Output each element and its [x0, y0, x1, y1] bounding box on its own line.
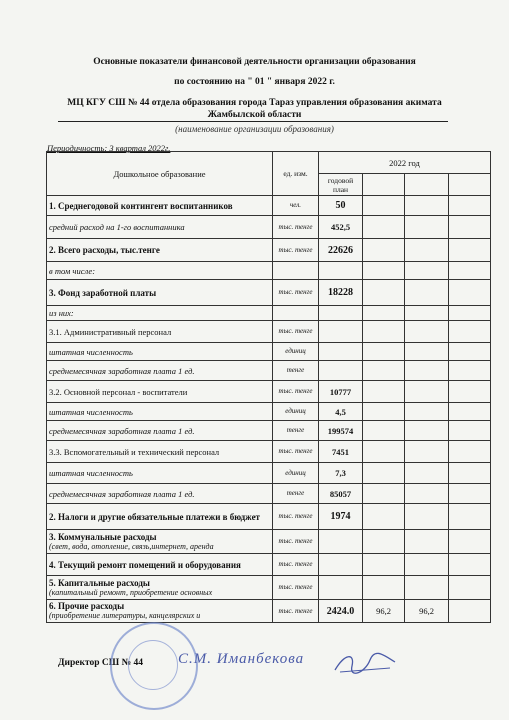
row-value-empty: [449, 421, 491, 441]
row-value-empty: [449, 262, 491, 280]
row-value-c2: [363, 280, 405, 306]
row-value-empty: [449, 280, 491, 306]
row-value-c3: [405, 196, 449, 216]
row-value-plan: 18228: [319, 280, 363, 306]
table-row: [47, 421, 491, 441]
row-label: 3.1. Административный персонал: [47, 321, 273, 343]
row-value-c2: [363, 321, 405, 343]
table-row: [47, 196, 491, 216]
row-unit: тенге: [273, 361, 319, 381]
row-value-empty: [449, 196, 491, 216]
handwritten-signature: [330, 648, 400, 678]
header-empty: [405, 174, 449, 196]
periodicity: Периодичность: 3 квартал 2022г.: [47, 143, 171, 153]
row-label-note: (капитальный ремонт, приобретение основных: [49, 587, 213, 597]
row-value-c2: [363, 381, 405, 403]
header-plan: годовой план: [319, 174, 363, 196]
row-value-c3: [405, 484, 449, 504]
row-value-c2: [363, 441, 405, 463]
row-value-empty: [449, 441, 491, 463]
row-value-plan: 452,5: [319, 216, 363, 239]
row-value-c3: [405, 530, 449, 554]
table-row: [47, 321, 491, 343]
row-value-plan: 199574: [319, 421, 363, 441]
table-row: [47, 216, 491, 239]
row-value-c3: [405, 463, 449, 484]
row-unit: единиц: [273, 463, 319, 484]
row-value-c2: [363, 554, 405, 576]
row-unit: [273, 262, 319, 280]
row-label: среднемесячная заработная плата 1 ед.: [47, 361, 273, 381]
row-value-plan: 2424.0: [319, 600, 363, 623]
financial-table: [46, 151, 491, 623]
table-row: [47, 403, 491, 421]
row-unit: [273, 306, 319, 321]
row-value-plan: 7451: [319, 441, 363, 463]
row-label: штатная численность: [47, 463, 273, 484]
row-value-c2: [363, 216, 405, 239]
row-value-empty: [449, 361, 491, 381]
row-label: 1. Среднегодовой контингент воспитанников: [47, 196, 273, 216]
row-value-c2: [363, 306, 405, 321]
row-unit: тыс. тенге: [273, 600, 319, 623]
row-value-c3: [405, 403, 449, 421]
row-value-empty: [449, 403, 491, 421]
row-unit: тенге: [273, 421, 319, 441]
row-unit: тыс. тенге: [273, 504, 319, 530]
row-value-c2: [363, 361, 405, 381]
row-label: [47, 600, 273, 623]
row-unit: тыс. тенге: [273, 554, 319, 576]
row-value-plan: 7,3: [319, 463, 363, 484]
row-value-c3: [405, 441, 449, 463]
table-row: [47, 484, 491, 504]
director-signature-name: С.М. Иманбекова: [178, 651, 305, 667]
table-row: [47, 381, 491, 403]
row-value-empty: [449, 306, 491, 321]
row-value-empty: [449, 504, 491, 530]
report-date: по состоянию на " 01 " января 2022 г.: [174, 77, 335, 87]
organization-caption: (наименование организации образования): [175, 124, 334, 134]
row-label: штатная численность: [47, 403, 273, 421]
row-value-c2: [363, 196, 405, 216]
row-value-c2: 96,2: [363, 600, 405, 623]
row-value-c2: [363, 262, 405, 280]
row-value-c3: [405, 280, 449, 306]
row-value-c2: [363, 343, 405, 361]
header-unit: ед. изм.: [273, 152, 319, 196]
organization-region: Жамбылской области: [207, 110, 302, 120]
table-row: [47, 239, 491, 262]
table-row: [47, 441, 491, 463]
table-row: [47, 463, 491, 484]
row-value-plan: 10777: [319, 381, 363, 403]
row-value-empty: [449, 239, 491, 262]
row-unit: тыс. тенге: [273, 576, 319, 600]
row-unit: тыс. тенге: [273, 280, 319, 306]
row-value-plan: [319, 306, 363, 321]
table-row: [47, 280, 491, 306]
row-value-c2: [363, 239, 405, 262]
table-row: [47, 600, 491, 623]
row-label: 3. Фонд заработной платы: [47, 280, 273, 306]
row-value-plan: [319, 554, 363, 576]
row-value-c2: [363, 403, 405, 421]
row-unit: единиц: [273, 403, 319, 421]
row-label-note: (свет, вода, отопление, связь,интернет, аренда: [49, 541, 214, 551]
row-label-note: (приобретение литературы, канцелярских и: [49, 611, 201, 620]
row-value-plan: [319, 343, 363, 361]
row-label: 2. Всего расходы, тыс.тенге: [47, 239, 273, 262]
row-value-empty: [449, 576, 491, 600]
row-label: [47, 530, 273, 554]
row-label: 2. Налоги и другие обязательные платежи в бюджет: [47, 504, 273, 530]
row-value-empty: [449, 484, 491, 504]
row-value-plan: [319, 530, 363, 554]
row-value-c2: [363, 530, 405, 554]
row-unit: чел.: [273, 196, 319, 216]
row-value-empty: [449, 381, 491, 403]
row-value-empty: [449, 463, 491, 484]
row-value-empty: [449, 530, 491, 554]
row-label: [47, 576, 273, 600]
row-label: 3.2. Основной персонал - воспитатели: [47, 381, 273, 403]
row-value-c3: [405, 554, 449, 576]
row-label: средний расход на 1-го воспитанника: [47, 216, 273, 239]
row-label-main: 6. Прочие расходы: [49, 601, 125, 611]
row-value-c3: [405, 576, 449, 600]
table-row: [47, 361, 491, 381]
row-label: штатная численность: [47, 343, 273, 361]
row-value-c3: [405, 343, 449, 361]
row-value-empty: [449, 554, 491, 576]
row-label: 4. Текущий ремонт помещений и оборудования: [47, 554, 273, 576]
table-row: [47, 262, 491, 280]
row-value-plan: 1974: [319, 504, 363, 530]
row-unit: тыс. тенге: [273, 239, 319, 262]
row-value-plan: 22626: [319, 239, 363, 262]
row-label: из них:: [47, 306, 273, 321]
row-value-c2: [363, 463, 405, 484]
organization-underline: [58, 121, 448, 122]
header-empty: [363, 174, 405, 196]
table-row: [47, 554, 491, 576]
row-label: 3.3. Вспомогательный и технический персонал: [47, 441, 273, 463]
row-value-c3: [405, 262, 449, 280]
row-value-empty: [449, 600, 491, 623]
row-unit: тыс. тенге: [273, 381, 319, 403]
row-value-c3: [405, 361, 449, 381]
row-value-c3: 96,2: [405, 600, 449, 623]
row-unit: тыс. тенге: [273, 441, 319, 463]
stamp-inner-ring: [128, 640, 178, 690]
row-label: среднемесячная заработная плата 1 ед.: [47, 421, 273, 441]
table-row: [47, 530, 491, 554]
row-value-c2: [363, 421, 405, 441]
row-label-main: 3. Коммунальные расходы: [49, 531, 157, 542]
row-unit: тенге: [273, 484, 319, 504]
row-value-empty: [449, 216, 491, 239]
row-value-c2: [363, 484, 405, 504]
row-value-plan: 50: [319, 196, 363, 216]
row-value-plan: [319, 361, 363, 381]
organization-name: МЦ КГУ СШ № 44 отдела образования города Тараз управления образования акимата: [67, 98, 442, 108]
table-row: [47, 504, 491, 530]
row-label: в том числе:: [47, 262, 273, 280]
report-title: Основные показатели финансовой деятельности организации образования: [93, 57, 416, 67]
row-value-c2: [363, 504, 405, 530]
row-value-c3: [405, 421, 449, 441]
row-value-plan: 85057: [319, 484, 363, 504]
row-unit: тыс. тенге: [273, 321, 319, 343]
row-unit: единиц: [273, 343, 319, 361]
row-value-empty: [449, 343, 491, 361]
row-value-c3: [405, 381, 449, 403]
row-value-plan: 4,5: [319, 403, 363, 421]
header-name: Дошкольное образование: [47, 152, 273, 196]
row-value-plan: [319, 321, 363, 343]
row-value-c3: [405, 216, 449, 239]
director-label: Директор СШ № 44: [58, 658, 144, 668]
row-unit: тыс. тенге: [273, 216, 319, 239]
row-value-plan: [319, 576, 363, 600]
row-unit: тыс. тенге: [273, 530, 319, 554]
header-year: 2022 год: [319, 152, 491, 174]
row-value-c3: [405, 321, 449, 343]
row-label: среднемесячная заработная плата 1 ед.: [47, 484, 273, 504]
row-value-empty: [449, 321, 491, 343]
table-row: [47, 576, 491, 600]
row-value-c3: [405, 306, 449, 321]
header-empty: [449, 174, 491, 196]
row-value-c3: [405, 239, 449, 262]
row-label-main: 5. Капитальные расходы: [49, 577, 150, 588]
table-row: [47, 343, 491, 361]
row-value-plan: [319, 262, 363, 280]
row-value-c3: [405, 504, 449, 530]
table-row: [47, 306, 491, 321]
row-value-c2: [363, 576, 405, 600]
